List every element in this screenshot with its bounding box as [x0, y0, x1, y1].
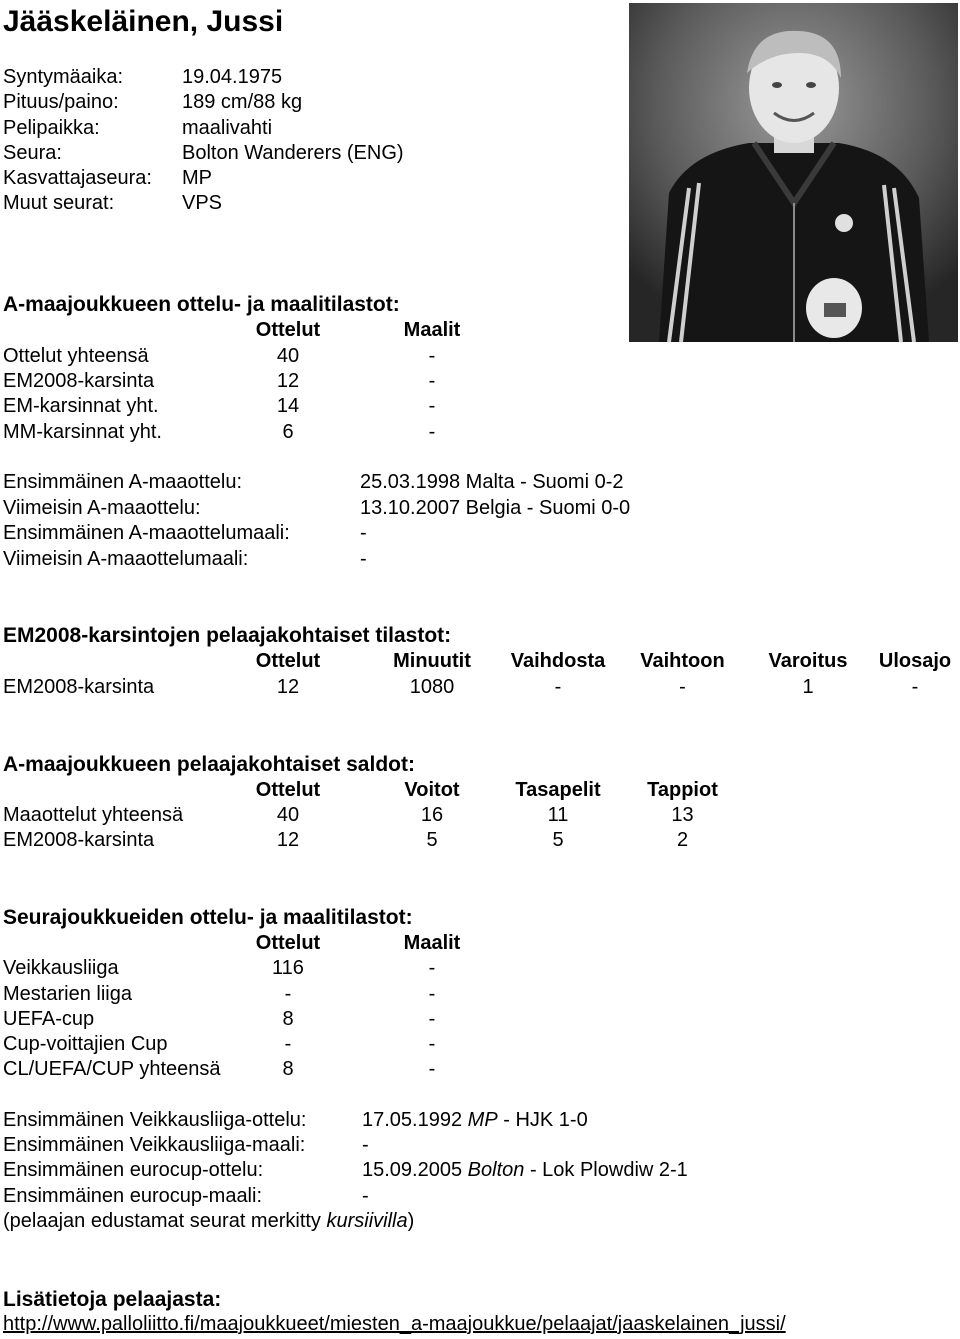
footnote-text: (pelaajan edustamat seurat merkitty	[3, 1210, 327, 1232]
info-value: 19.04.1975	[182, 66, 283, 88]
section-heading: Seurajoukkueiden ottelu- ja maalitilastot:	[3, 906, 413, 929]
column-header: Minuutit	[393, 650, 471, 672]
cell: -	[554, 676, 562, 698]
cell: 40	[276, 345, 300, 367]
column-header: Ottelut	[255, 932, 321, 954]
column-header: Voitot	[404, 779, 460, 801]
info-label: Muut seurat:	[3, 192, 115, 214]
row-label: CL/UEFA/CUP yhteensä	[3, 1058, 221, 1080]
info-value: MP	[182, 167, 212, 189]
column-header: Ottelut	[255, 779, 321, 801]
section-heading: Lisätietoja pelaajasta:	[3, 1288, 222, 1311]
info-value: maalivahti	[182, 117, 273, 139]
row-label: EM2008-karsinta	[3, 370, 155, 392]
column-header: Tasapelit	[515, 779, 601, 801]
fact-value: -	[360, 548, 367, 570]
fact-value: -	[362, 1134, 369, 1156]
cell: -	[284, 1033, 292, 1055]
match-date: 17.05.1992	[362, 1109, 463, 1131]
cell: 40	[276, 804, 300, 826]
info-value: Bolton Wanderers (ENG)	[182, 142, 404, 164]
match-rest: - HJK 1-0	[497, 1109, 588, 1131]
fact-value	[362, 1158, 688, 1183]
player-photo	[629, 3, 958, 342]
cell: 12	[276, 370, 300, 392]
fact-value: 13.10.2007 Belgia - Suomi 0-0	[360, 497, 631, 519]
match-rest: - Lok Plowdiw 2-1	[524, 1159, 688, 1181]
club-name: MP	[467, 1109, 498, 1131]
column-header: Maalit	[403, 319, 461, 341]
fact-label: Ensimmäinen eurocup-ottelu:	[3, 1159, 264, 1181]
info-label: Pituus/paino:	[3, 91, 119, 113]
footnote-italic: kursiivilla	[326, 1210, 408, 1232]
column-header: Tappiot	[647, 779, 718, 801]
cell: 12	[276, 829, 300, 851]
row-label: Cup-voittajien Cup	[3, 1033, 168, 1055]
column-header: Maalit	[403, 932, 461, 954]
row-label: Mestarien liiga	[3, 983, 132, 1005]
row-label: UEFA-cup	[3, 1008, 95, 1030]
club-name: Bolton	[467, 1159, 525, 1181]
info-label: Kasvattajaseura:	[3, 167, 152, 189]
cell: -	[428, 370, 436, 392]
section-heading: EM2008-karsintojen pelaajakohtaiset tilastot:	[3, 624, 452, 647]
row-label: MM-karsinnat yht.	[3, 421, 162, 443]
info-label: Pelipaikka:	[3, 117, 100, 139]
cell: -	[428, 395, 436, 417]
fact-value: 25.03.1998 Malta - Suomi 0-2	[360, 471, 624, 493]
cell: -	[428, 421, 436, 443]
cell: 8	[282, 1008, 294, 1030]
cell: 1080	[409, 676, 455, 698]
cell: 14	[276, 395, 300, 417]
cell: 1	[802, 676, 814, 698]
cell: -	[428, 345, 436, 367]
row-label: Maaottelut yhteensä	[3, 804, 184, 826]
cell: 5	[426, 829, 438, 851]
fact-value: -	[362, 1185, 369, 1207]
row-label: Ottelut yhteensä	[3, 345, 149, 367]
fact-label: Ensimmäinen Veikkausliiga-ottelu:	[3, 1109, 307, 1131]
column-header: Ottelut	[255, 650, 321, 672]
cell: -	[428, 983, 436, 1005]
player-profile-link[interactable]: http://www.palloliitto.fi/maajoukkueet/miesten_a-maajoukkue/pelaajat/jaaskelainen_jussi/	[3, 1313, 786, 1335]
column-header: Ottelut	[255, 319, 321, 341]
fact-value: -	[360, 522, 367, 544]
section-heading: A-maajoukkueen ottelu- ja maalitilastot:	[3, 293, 400, 316]
column-header: Vaihdosta	[510, 650, 606, 672]
column-header: Vaihtoon	[640, 650, 725, 672]
section-heading: A-maajoukkueen pelaajakohtaiset saldot:	[3, 753, 415, 776]
cell: 116	[272, 957, 304, 979]
info-label: Syntymäaika:	[3, 66, 124, 88]
fact-label: Ensimmäinen eurocup-maali:	[3, 1185, 263, 1207]
cell: 12	[276, 676, 300, 698]
info-label: Seura:	[3, 142, 62, 164]
cell: 8	[282, 1058, 294, 1080]
match-date: 15.09.2005	[362, 1159, 463, 1181]
cell: -	[428, 957, 436, 979]
cell: -	[428, 1008, 436, 1030]
player-name: Jääskeläinen, Jussi	[3, 5, 284, 38]
cell: 5	[552, 829, 564, 851]
cell: -	[679, 676, 686, 698]
row-label: EM2008-karsinta	[3, 829, 155, 851]
row-label: EM2008-karsinta	[3, 676, 155, 698]
cell: -	[284, 983, 292, 1005]
cell: -	[911, 676, 919, 698]
row-label: EM-karsinnat yht.	[3, 395, 159, 417]
info-value: VPS	[182, 192, 223, 214]
fact-value	[362, 1108, 588, 1133]
cell: 11	[547, 804, 569, 826]
column-header: Varoitus	[768, 650, 848, 672]
footnote-suffix: )	[407, 1210, 415, 1232]
cell: 13	[671, 804, 694, 826]
fact-label: Viimeisin A-maaottelu:	[3, 497, 201, 519]
fact-label: Ensimmäinen A-maaottelumaali:	[3, 522, 290, 544]
info-value: 189 cm/88 kg	[182, 91, 303, 113]
column-header: Ulosajo	[878, 650, 952, 672]
footnote	[3, 1209, 414, 1234]
fact-label: Ensimmäinen A-maaottelu:	[3, 471, 243, 493]
fact-label: Ensimmäinen Veikkausliiga-maali:	[3, 1134, 306, 1156]
cell: 6	[282, 421, 294, 443]
cell: 2	[676, 829, 689, 851]
cell: -	[428, 1058, 436, 1080]
cell: -	[428, 1033, 436, 1055]
cell: 16	[420, 804, 444, 826]
row-label: Veikkausliiga	[3, 957, 119, 979]
fact-label: Viimeisin A-maaottelumaali:	[3, 548, 249, 570]
